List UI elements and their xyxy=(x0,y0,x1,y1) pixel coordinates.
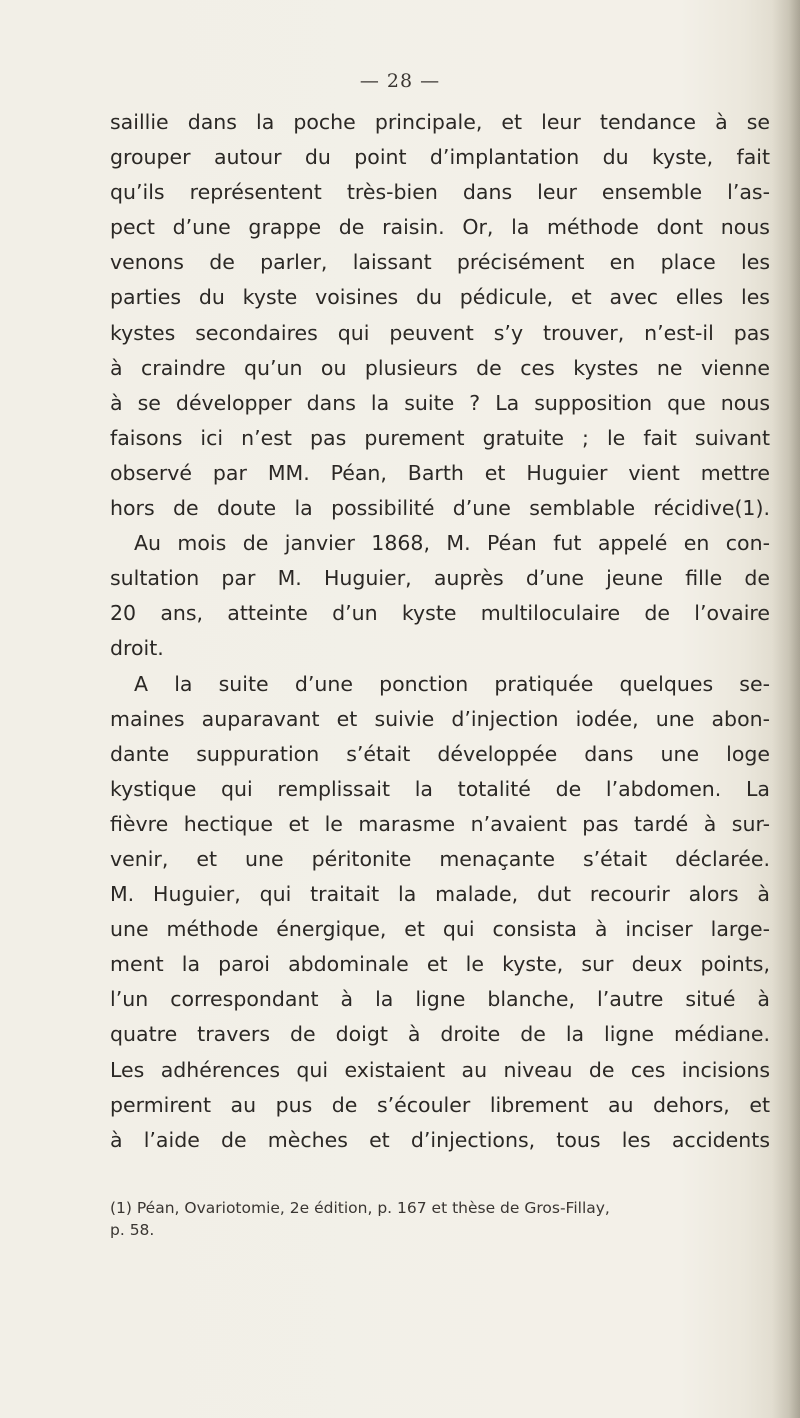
text-line: hors de doute la possibilité d’une semblable récidive(1). xyxy=(110,496,770,521)
text-line: permirent au pus de s’écouler librement au dehors, et xyxy=(110,1092,770,1117)
text-line: à se développer dans la suite ? La supposition que nous xyxy=(110,390,770,415)
page-edge-shadow xyxy=(772,0,800,1418)
text-line: qu’ils représentent très-bien dans leur ensemble l’as- xyxy=(110,180,770,205)
text-line: fièvre hectique et le marasme n’avaient pas tardé à sur- xyxy=(110,811,770,836)
text-line: à craindre qu’un ou plusieurs de ces kystes ne vienne xyxy=(110,355,770,380)
text-line: A la suite d’une ponction pratiquée quelques se- xyxy=(134,671,770,696)
body-text xyxy=(110,105,770,1158)
footnote-line: p. 58. xyxy=(110,1221,155,1239)
text-line: dante suppuration s’était développée dans une loge xyxy=(110,741,770,766)
text-line: grouper autour du point d’implantation du kyste, fait xyxy=(110,145,770,170)
footnote xyxy=(110,1197,770,1241)
text-line: pect d’une grappe de raisin. Or, la méthode dont nous xyxy=(110,215,770,240)
text-line: droit. xyxy=(110,636,164,661)
text-line: Au mois de janvier 1868, M. Péan fut appelé en con- xyxy=(134,531,770,556)
text-line: M. Huguier, qui traitait la malade, dut recourir alors à xyxy=(110,882,770,907)
text-line: l’un correspondant à la ligne blanche, l’autre situé à xyxy=(110,987,770,1012)
text-line: 20 ans, atteinte d’un kyste multiloculaire de l’ovaire xyxy=(110,601,770,626)
text-line: ment la paroi abdominale et le kyste, sur deux points, xyxy=(110,952,770,977)
text-line: à l’aide de mèches et d’injections, tous les accidents xyxy=(110,1127,770,1152)
text-line: kystique qui remplissait la totalité de l’abdomen. La xyxy=(110,776,770,801)
text-line: venons de parler, laissant précisément en place les xyxy=(110,250,770,275)
text-line: maines auparavant et suivie d’injection iodée, une abon- xyxy=(110,706,770,731)
text-line: observé par MM. Péan, Barth et Huguier vient mettre xyxy=(110,460,770,485)
text-line: une méthode énergique, et qui consista à inciser large- xyxy=(110,917,770,942)
text-line: saillie dans la poche principale, et leur tendance à se xyxy=(110,110,770,134)
text-line: kystes secondaires qui peuvent s’y trouver, n’est-il pas xyxy=(110,320,770,345)
text-line: faisons ici n’est pas purement gratuite ; le fait suivant xyxy=(110,425,770,450)
text-line: Les adhérences qui existaient au niveau de ces incisions xyxy=(110,1057,770,1082)
text-line: venir, et une péritonite menaçante s’était déclarée. xyxy=(110,846,770,871)
text-line: sultation par M. Huguier, auprès d’une jeune fille de xyxy=(110,566,770,591)
footnote-line: (1) Péan, Ovariotomie, 2e édition, p. 167 et thèse de Gros-Fillay, xyxy=(110,1199,610,1217)
page-number: — 28 — xyxy=(359,70,441,92)
text-line: quatre travers de doigt à droite de la ligne médiane. xyxy=(110,1022,770,1047)
text-line: parties du kyste voisines du pédicule, et avec elles les xyxy=(110,285,770,310)
